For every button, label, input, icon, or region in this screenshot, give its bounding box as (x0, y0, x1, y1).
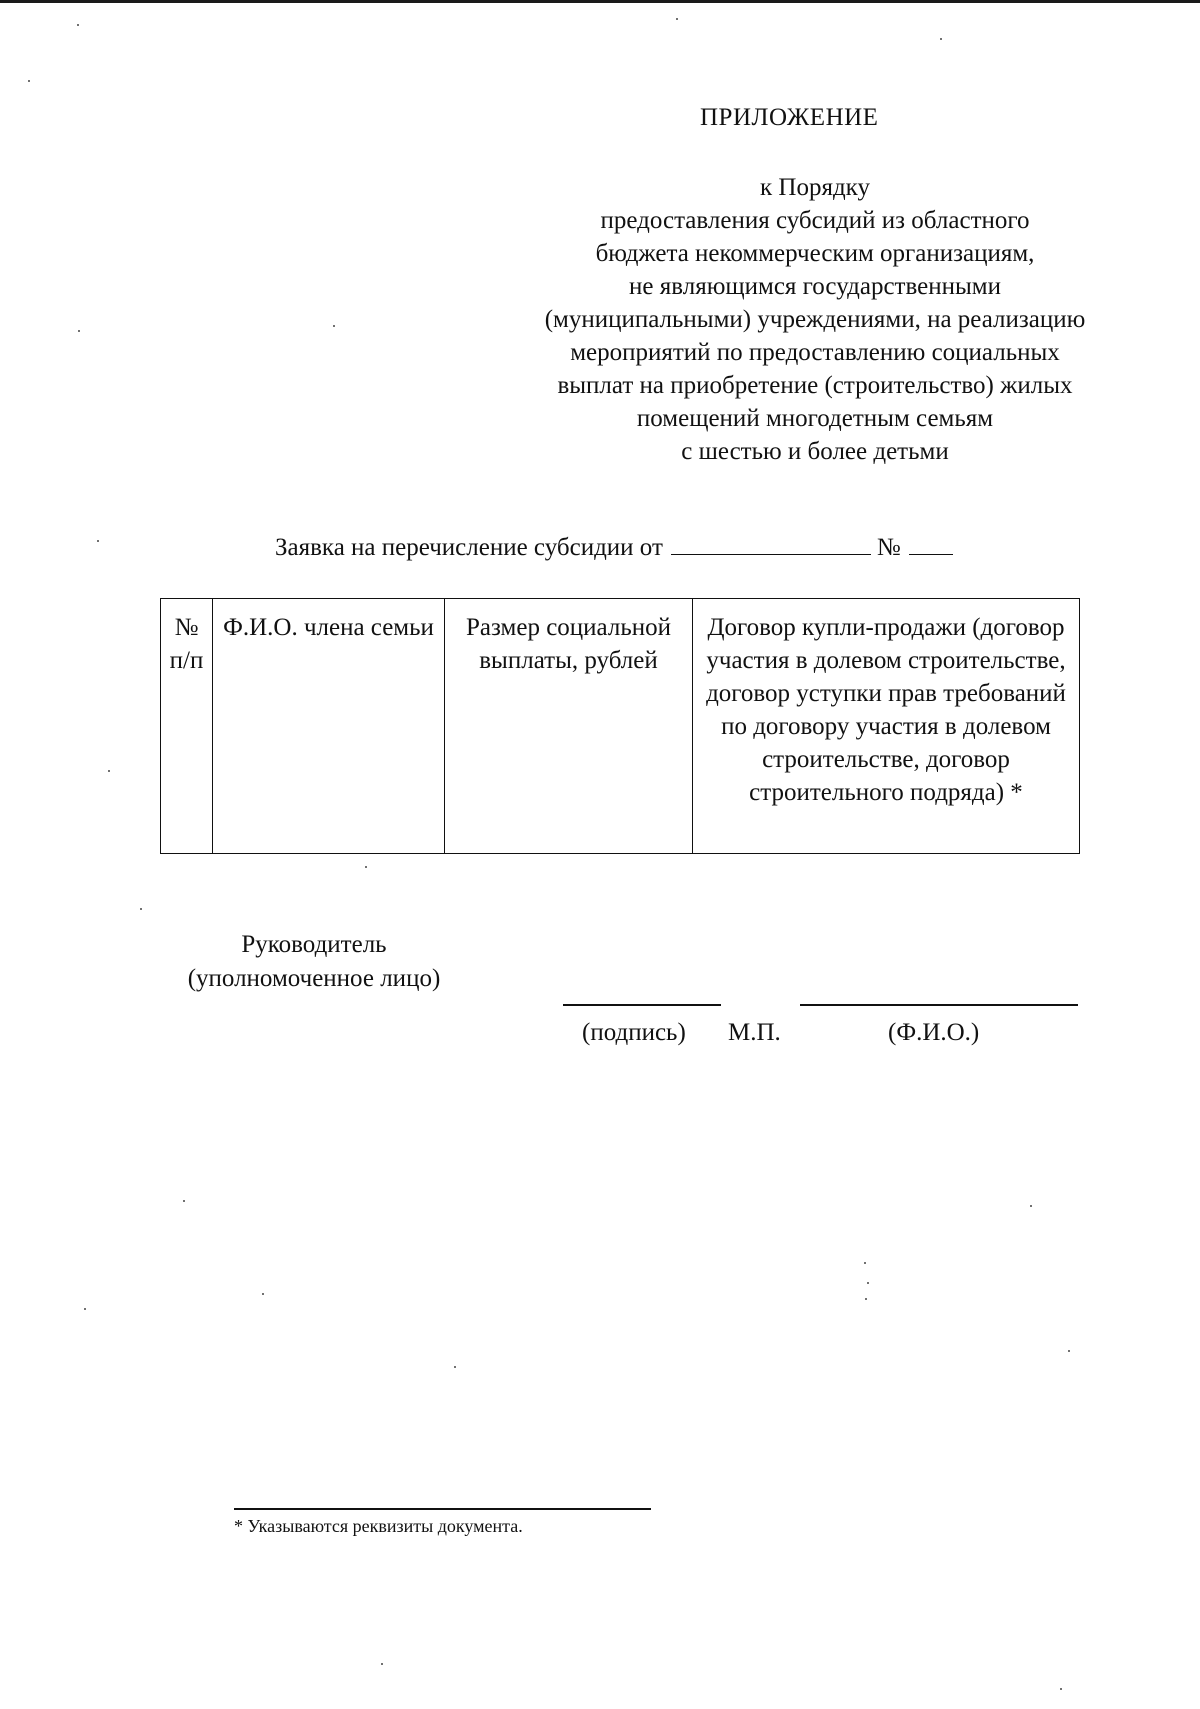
footnote-divider (234, 1508, 651, 1510)
appendix-line: мероприятий по предоставлению социальных (570, 339, 1060, 366)
stamp-caption: М.П. (728, 1019, 781, 1046)
table-header-row (161, 599, 1080, 854)
scan-speck (381, 1663, 383, 1665)
appendix-line: с шестью и более детьми (681, 438, 949, 465)
scan-speck (183, 1200, 185, 1202)
full-name-caption: (Ф.И.О.) (888, 1019, 980, 1046)
request-table (160, 598, 1080, 854)
scan-speck (867, 1282, 869, 1284)
scan-speck (1060, 1688, 1062, 1690)
request-heading (275, 534, 953, 562)
scan-speck (454, 1366, 456, 1368)
appendix-line: (муниципальными) учреждениями, на реализацию (544, 306, 1086, 333)
appendix-line: бюджета некоммерческим организациям, (595, 240, 1035, 267)
scan-speck (940, 38, 942, 40)
scan-speck (676, 18, 678, 20)
scan-speck (865, 1298, 867, 1300)
appendix-line: не являющимся государственными (629, 273, 1001, 300)
header-number: № п/п (161, 599, 213, 854)
scan-speck (28, 80, 30, 82)
scan-speck (84, 1308, 86, 1310)
signature-line[interactable] (563, 1004, 721, 1006)
header-family-member-name: Ф.И.О. члена семьи (213, 599, 445, 854)
appendix-subtitle (495, 171, 1135, 468)
head-label: Руководитель (уполномоченное лицо) (187, 931, 441, 992)
footnote: * Указываются реквизиты документа. (234, 1516, 523, 1536)
scan-speck (262, 1293, 264, 1295)
scan-speck (140, 908, 142, 910)
signature-caption: (подпись) (582, 1019, 686, 1046)
date-blank-field[interactable] (671, 536, 871, 555)
appendix-line: предоставления субсидий из областного (600, 207, 1030, 234)
scan-top-border (0, 0, 1200, 3)
appendix-line: к Порядку (760, 174, 870, 201)
number-sign: № (876, 534, 901, 561)
appendix-line: помещений многодетным семьям (636, 405, 994, 432)
number-blank-field[interactable] (909, 536, 953, 555)
request-text: Заявка на перечисление субсидии от (275, 534, 663, 561)
appendix-title: ПРИЛОЖЕНИЕ (700, 104, 879, 131)
scan-speck (108, 770, 110, 772)
scan-speck (77, 24, 79, 26)
appendix-line: выплат на приобретение (строительство) жилых (557, 372, 1073, 399)
scan-speck (864, 1262, 866, 1264)
scan-speck (365, 866, 367, 868)
scan-speck (333, 325, 335, 327)
header-payment-amount: Размер социальной выплаты, рублей (445, 599, 693, 854)
scan-speck (97, 540, 99, 542)
scan-speck (78, 330, 80, 332)
full-name-line[interactable] (800, 1004, 1078, 1006)
scan-speck (1030, 1205, 1032, 1207)
header-contract: Договор купли-продажи (договор участия в долевом строительстве, договор уступки прав требований по договору участия в долевом строительстве, договор строительного подряда) * (693, 599, 1080, 854)
scan-speck (1068, 1350, 1070, 1352)
